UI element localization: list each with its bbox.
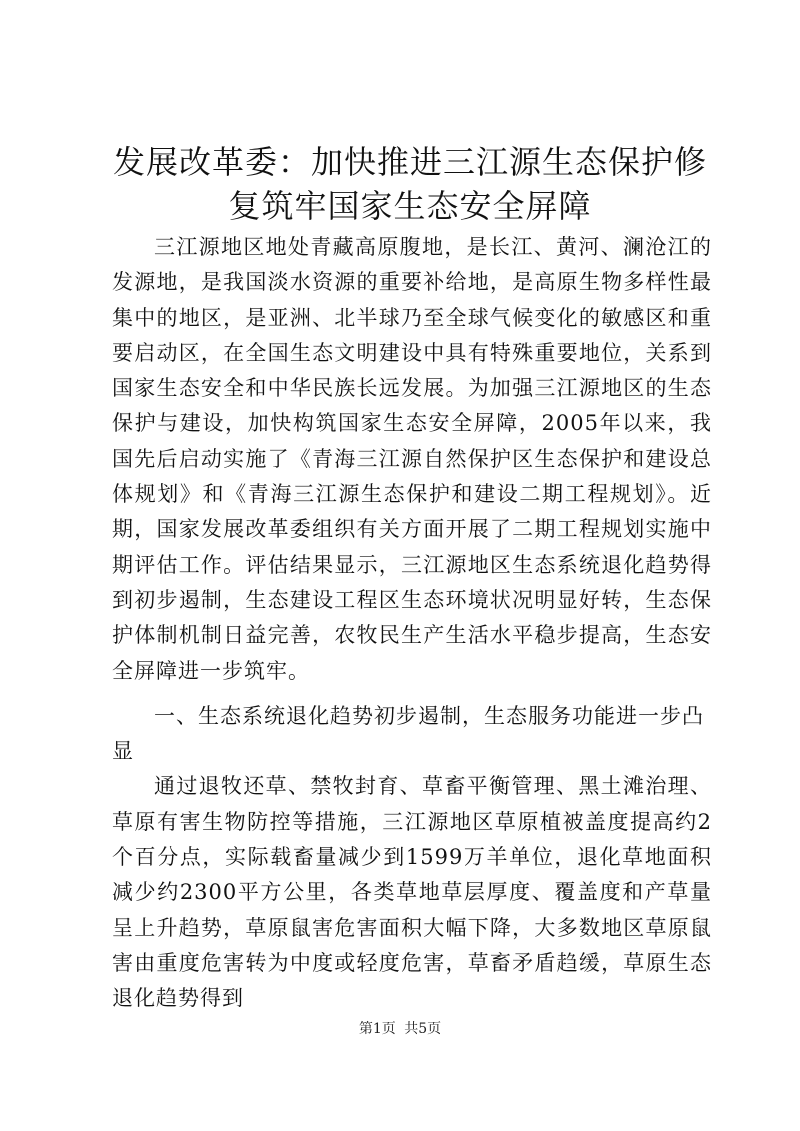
page-number: 第1页 [358, 1021, 396, 1037]
section-paragraph: 通过退牧还草、禁牧封育、草畜平衡管理、黑土滩治理、草原有害生物防控等措施，三江源地区草原植被盖度提高约2个百分点，实际载畜量减少到1599万羊单位，退化草地面积减少约2300平方公里，各类草地草层厚度、覆盖度和产草量呈上升趋势，草原鼠害危害面积大幅下降，大多数地区草原鼠害由重度危害转为中度或轻度危害，草畜矛盾趋缓，草原生态退化趋势得到 [112, 774, 712, 1011]
page-footer [0, 1018, 800, 1038]
intro-paragraph: 三江源地区地处青藏高原腹地，是长江、黄河、澜沧江的发源地，是我国淡水资源的重要补给地，是高原生物多样性最集中的地区，是亚洲、北半球乃至全球气候变化的敏感区和重要启动区，在全国生态文明建设中具有特殊重要地位，关系到国家生态安全和中华民族长远发展。为加强三江源地区的生态保护与建设，加快构筑国家生态安全屏障，2005年以来，我国先后启动实施了《青海三江源自然保护区生态保护和建设总体规划》和《青海三江源生态保护和建设二期工程规划》。近期，国家发展改革委组织有关方面开展了二期工程规划实施中期评估工作。评估结果显示，三江源地区生态系统退化趋势得到初步遏制，生态建设工程区生态环境状况明显好转，生态保护体制机制日益完善，农牧民生产生活水平稳步提高，生态安全屏障进一步筑牢。 [112, 235, 712, 683]
document-body [112, 230, 712, 1017]
total-pages: 共5页 [404, 1021, 442, 1037]
section-heading: 一、生态系统退化趋势初步遏制，生态服务功能进一步凸显 [112, 703, 704, 764]
document-title: 发展改革委：加快推进三江源生态保护修复筑牢国家生态安全屏障 [112, 143, 707, 225]
